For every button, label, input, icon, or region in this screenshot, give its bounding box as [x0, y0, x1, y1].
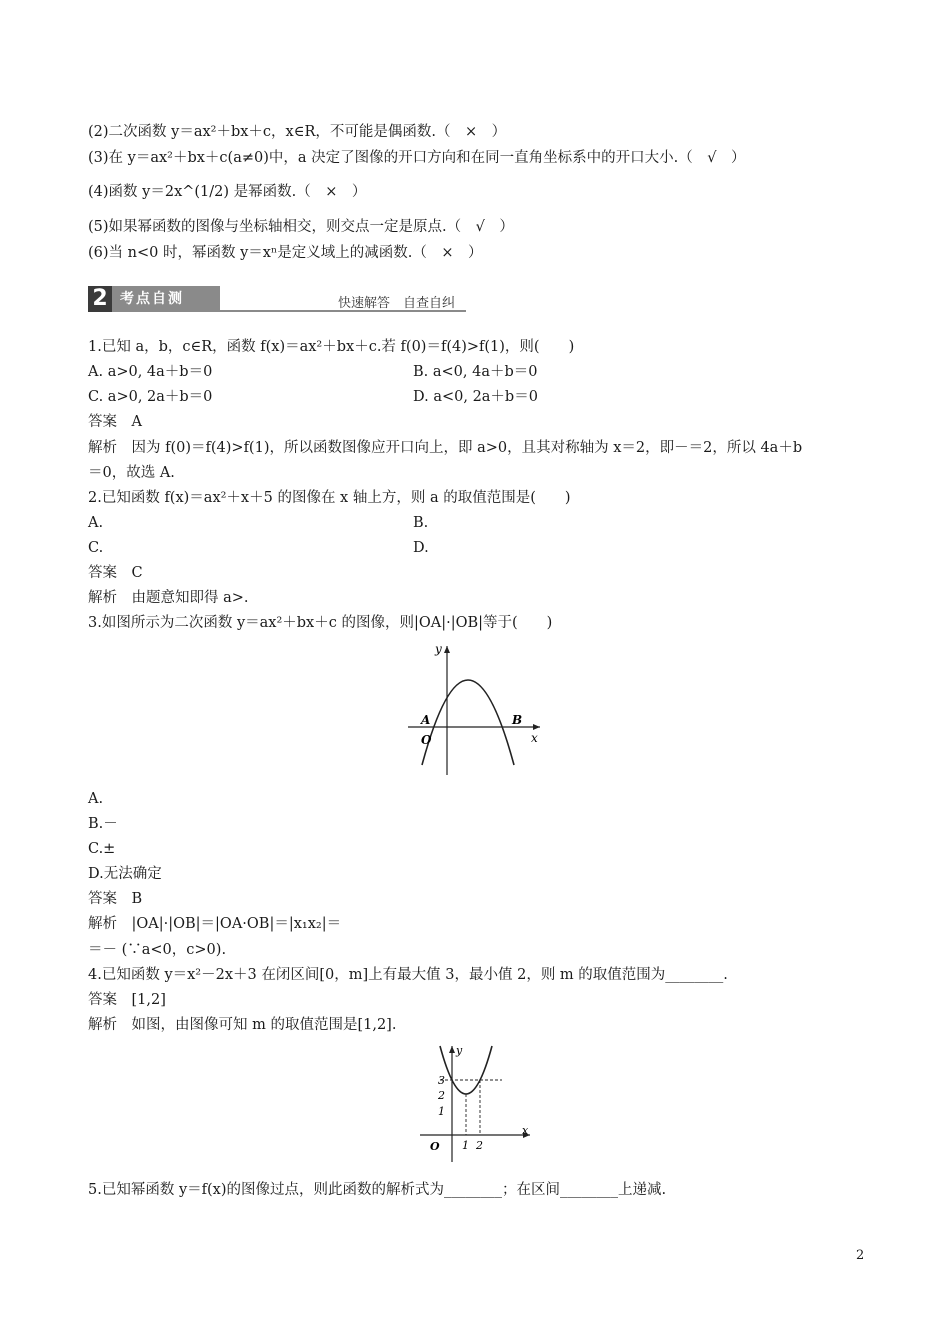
q4-answer: 答案 [1,2]: [88, 992, 166, 1008]
judgement-4: (4)函数 y＝2x^(1/2) 是幂函数.（ × ）: [88, 184, 367, 200]
q1-answer: 答案 A: [88, 414, 142, 430]
q4-y-arrow: [449, 1046, 455, 1053]
section-header: [88, 286, 466, 314]
q4-label-x: x: [522, 1124, 529, 1137]
q4-stem: 4.已知函数 y＝x²－2x＋3 在闭区间[0，m]上有最大值 3，最小值 2，则 m 的取值范围为________.: [88, 967, 728, 983]
q4-tick-2: 2: [438, 1089, 445, 1102]
q1-option-b: B. a<0, 4a＋b＝0: [413, 364, 538, 380]
page-number: 2: [856, 1248, 865, 1263]
q2-option-c: C.: [88, 540, 104, 556]
q3-option-a: A.: [88, 791, 104, 807]
q3-analysis-line1: 解析 |OA|·|OB|＝|OA·OB|＝|x₁x₂|＝: [88, 916, 342, 932]
q3-option-d: D.无法确定: [88, 866, 162, 882]
q3-label-a: A: [421, 713, 431, 727]
q2-analysis: 解析 由题意知即得 a>.: [88, 590, 249, 606]
q2-option-b: B.: [413, 515, 429, 531]
q1-option-a: A. a>0, 4a＋b＝0: [88, 364, 213, 380]
q2-option-d: D.: [413, 540, 429, 556]
q3-option-b: B.－: [88, 816, 118, 832]
section-subtitle: 快速解答 自查自纠: [338, 296, 456, 311]
q2-answer: 答案 C: [88, 565, 143, 581]
q3-answer: 答案 B: [88, 891, 143, 907]
q3-label-x: x: [531, 731, 538, 745]
q1-option-c: C. a>0, 2a＋b＝0: [88, 389, 213, 405]
judgement-2: (2)二次函数 y＝ax²＋bx＋c，x∈R，不可能是偶函数.（ × ）: [88, 124, 507, 140]
q3-y-arrow: [444, 646, 450, 653]
q3-option-c: C.±: [88, 841, 116, 857]
q2-option-a: A.: [88, 515, 104, 531]
q4-tick-3: 3: [438, 1074, 445, 1087]
q4-parabola-curve: [440, 1046, 492, 1094]
q1-analysis-line1: 解析 因为 f(0)＝f(4)>f(1)，所以函数图像应开口向上，即 a>0，且其对称轴为 x＝2，即－＝2，所以 4a＋b: [88, 440, 803, 456]
section-number: 2: [88, 286, 112, 312]
q3-stem: 3.如图所示为二次函数 y＝ax²＋bx＋c 的图像，则|OA|·|OB|等于( ): [88, 615, 553, 631]
judgement-3: (3)在 y＝ax²＋bx＋c(a≠0)中，a 决定了图像的开口方向和在同一直角坐标系中的开口大小.（ √ ）: [88, 150, 746, 166]
q3-label-o: O: [421, 733, 432, 747]
judgement-6: (6)当 n<0 时，幂函数 y＝xⁿ是定义域上的减函数.（ × ）: [88, 245, 483, 261]
q3-x-arrow: [533, 724, 540, 730]
q4-label-o: O: [430, 1140, 440, 1153]
q2-stem: 2.已知函数 f(x)＝ax²＋x＋5 的图像在 x 轴上方，则 a 的取值范围是( ): [88, 490, 571, 506]
q3-analysis-line2: ＝－ (∵a<0，c>0).: [88, 942, 227, 958]
q4-tick-1: 1: [438, 1105, 445, 1118]
q4-parabola-figure: [410, 1042, 540, 1167]
q1-analysis-line2: ＝0，故选 A.: [88, 465, 175, 481]
q1-option-d: D. a<0, 2a＋b＝0: [413, 389, 538, 405]
q3-label-b: B: [512, 713, 523, 727]
q3-parabola-figure: [400, 640, 550, 780]
q3-label-y: y: [435, 642, 442, 656]
q4-analysis: 解析 如图，由图像可知 m 的取值范围是[1,2].: [88, 1017, 397, 1033]
judgement-5: (5)如果幂函数的图像与坐标轴相交，则交点一定是原点.（ √ ）: [88, 219, 514, 235]
q4-xtick-2: 2: [476, 1139, 483, 1152]
q1-stem: 1.已知 a，b，c∈R，函数 f(x)＝ax²＋bx＋c.若 f(0)＝f(4)>f(1)，则( ): [88, 339, 575, 355]
q4-xtick-1: 1: [462, 1139, 469, 1152]
q3-parabola-curve: [422, 680, 514, 765]
section-title: 考点自测: [112, 286, 220, 312]
q5-stem: 5.已知幂函数 y＝f(x)的图像过点，则此函数的解析式为________；在区间________上递减.: [88, 1182, 667, 1198]
q4-label-y: y: [456, 1044, 463, 1057]
